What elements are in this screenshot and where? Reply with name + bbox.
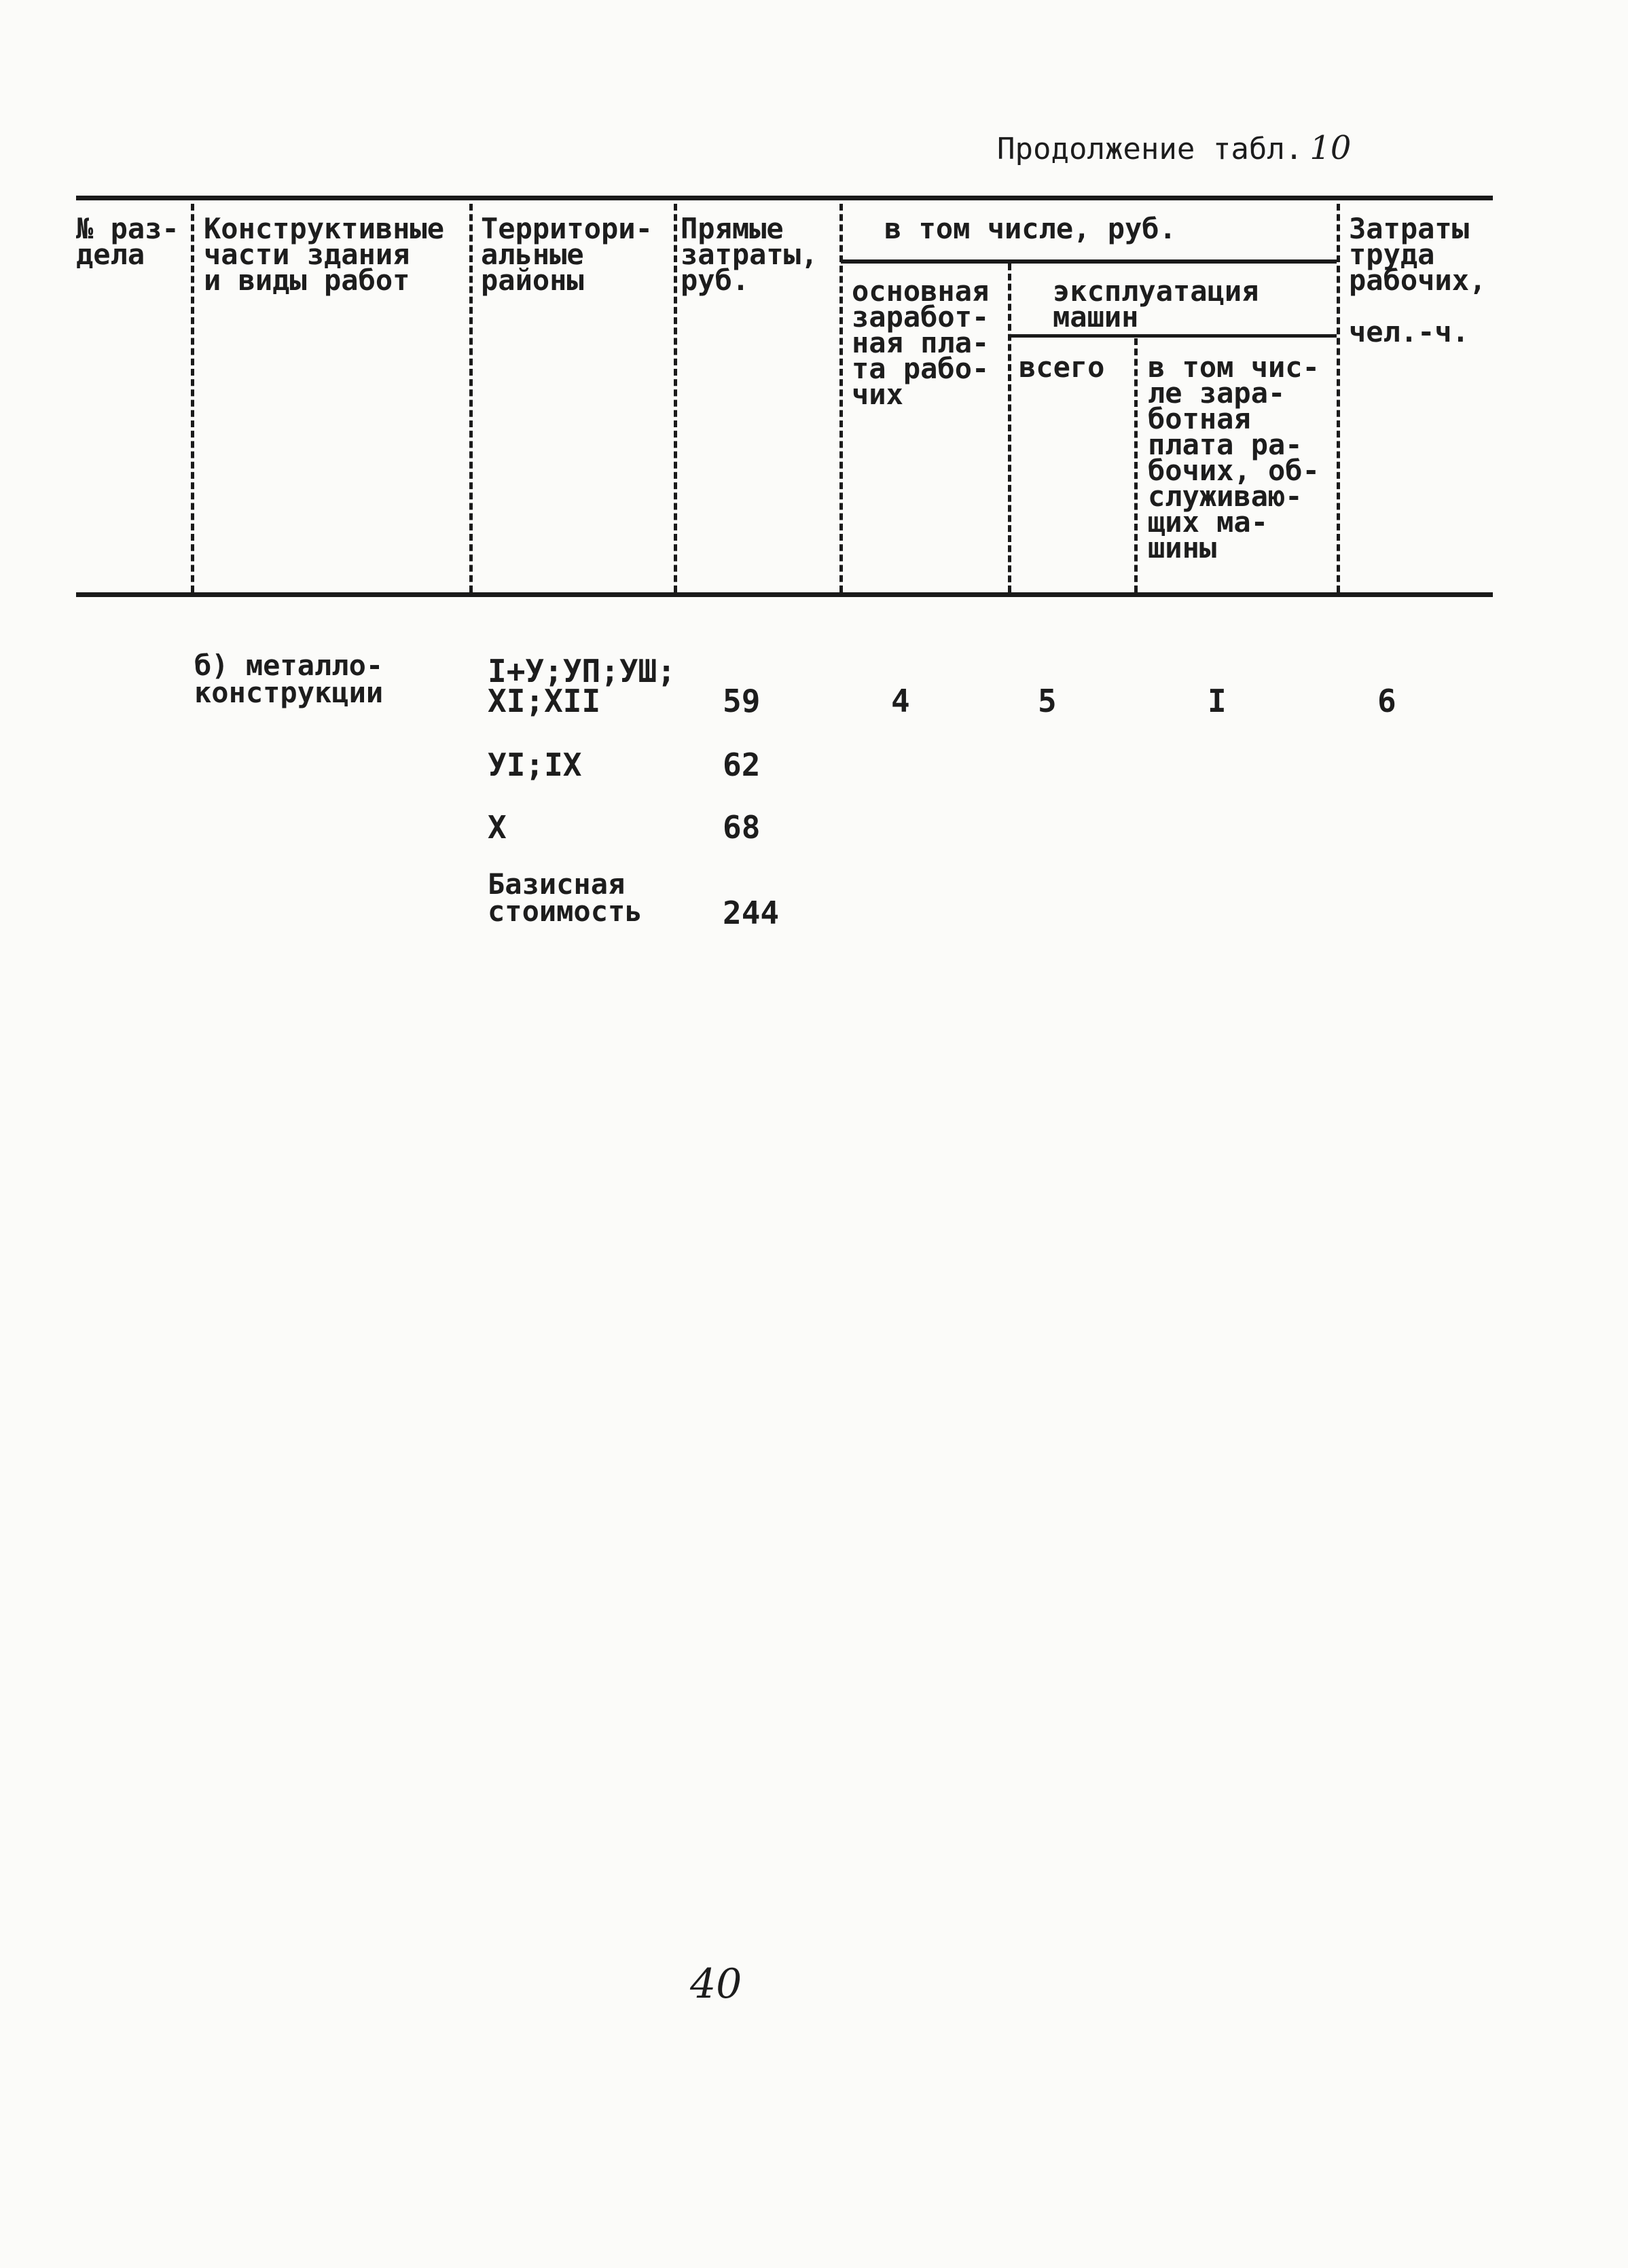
row-1-labor: 6 [1377,683,1396,719]
table-number: 10 [1309,129,1352,167]
column-divider-7 [1337,204,1340,592]
page-number: 40 [690,1960,742,2008]
continuation-label: Продолжение табл. [997,132,1303,166]
row-2-region: УI;IX [488,746,582,783]
table-continuation-header [997,129,1351,167]
column-divider-3 [674,204,677,592]
col-machine-total: всего [1019,350,1105,384]
row-2-direct: 62 [723,746,761,783]
row-1-region: I+У;УП;УШ; XI;XII [488,653,676,719]
col-machine-wage: в том чис- ле зара- ботная плата ра- бочих, об- служиваю- щих ма- шины [1148,350,1320,564]
row-1-work: б) металло- конструкции [194,649,384,709]
row-3-region: X [488,809,507,846]
including-underline [841,259,1337,264]
row-1-machine-total: 5 [1038,683,1057,719]
row-1-direct: 59 [723,683,761,719]
col-labor-costs: Затраты труда рабочих, чел.-ч. [1349,212,1487,348]
col-structural-parts: Конструктивные части здания и виды работ [204,212,445,297]
col-direct-costs: Прямые затраты, руб. [681,212,818,297]
column-divider-5 [1008,264,1011,592]
column-divider-1 [191,204,194,592]
col-base-wage: основная заработ- ная пла- та рабо- чих [852,274,990,411]
column-divider-6 [1134,338,1138,592]
row-1-base-wage: 4 [891,683,910,719]
column-divider-2 [469,204,473,592]
row-4-direct: 244 [723,895,780,931]
row-4-region: Базисная стоимость [488,867,643,928]
row-1-machine-wage: I [1208,683,1227,719]
column-divider-4 [839,204,843,592]
table-bottom-rule [76,592,1493,597]
row-3-direct: 68 [723,809,761,846]
machines-underline [1009,334,1337,338]
table-top-rule [76,196,1493,200]
col-including: в том числе, руб. [884,212,1176,245]
col-section-no: № раз- дела [76,212,179,271]
col-machine-operation: эксплуатация машин [1053,274,1259,334]
col-regions: Территори- альные районы [481,212,653,297]
